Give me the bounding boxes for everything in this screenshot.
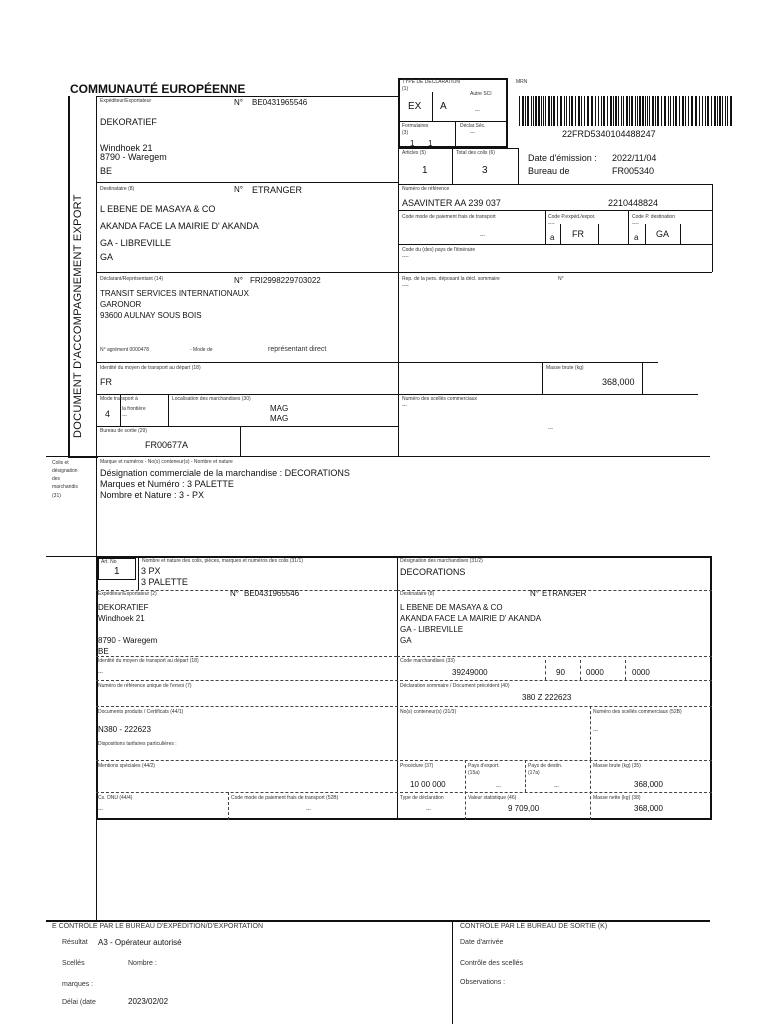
frontiere-value: ---: [122, 413, 127, 419]
expediteur-address-2: 8790 - Waregem: [100, 152, 167, 162]
itineraire-dash: ----: [402, 254, 409, 260]
barcode-bar: [717, 96, 718, 126]
code-march-1: 39249000: [452, 668, 488, 677]
rep-pers-dash: ----: [402, 283, 409, 289]
total-colis-value: 3: [482, 165, 488, 176]
localisation-label: Localisation des marchandises (30): [172, 396, 251, 402]
nombre-colis-label: Nombre et nature des colis, pièces, marques et numéros des colis (31/1): [142, 558, 303, 564]
barcode-bar: [649, 96, 650, 126]
colis-nombre: Nombre et Nature : 3 - PX: [100, 490, 205, 500]
scelles-commerciaux-label: Numéro des scellés commerciaux: [402, 396, 478, 402]
barcode-bar: [623, 96, 624, 126]
observations-label: Observations :: [460, 979, 506, 986]
declarant-label: Déclarant/Représentant (14): [100, 276, 164, 282]
mode-transport-label: Mode transport à: [100, 396, 138, 402]
art-dest-label: Destinataire (8): [400, 591, 435, 597]
code-dest-label: Code P. destination: [632, 214, 675, 220]
code-march-2: 90: [556, 668, 565, 677]
pays-dest-label: Pays de destin.: [528, 763, 563, 769]
art-exp-label: Expéditeur/Exportateur (2): [98, 591, 157, 597]
declarant-number: FRI2998229703022: [250, 276, 321, 285]
art-exp-addr-1: Windhoek 21: [98, 614, 145, 623]
mode-rep-label: - Mode de: [190, 347, 213, 353]
masse-value: 368,000: [602, 377, 635, 387]
docs-value: N380 - 222623: [98, 725, 151, 734]
rep-pers-no: N°: [558, 276, 564, 282]
art-dest-country: GA: [400, 636, 412, 645]
bureau-sortie-value: FR00677A: [145, 440, 189, 450]
mode-paiement-value: ---: [306, 807, 311, 813]
barcode-bar: [645, 96, 646, 126]
scelles-commerciaux-value: ---: [548, 426, 553, 432]
colis-label: Marque et numéros - No(s) conteneur(s) - Nombre et nature: [100, 459, 233, 465]
marques-label: marques :: [62, 981, 94, 988]
art-dest-addr-2: GA - LIBREVILLE: [400, 625, 464, 634]
masse-brute-value: 368,000: [634, 780, 663, 789]
barcode-bar: [691, 96, 693, 126]
formulaires-label: Formulaires: [402, 123, 429, 129]
expediteur-name: DEKORATIEF: [100, 117, 157, 127]
barcode-bar: [639, 96, 641, 126]
expediteur-label: Expéditeur/Exportateur: [100, 98, 152, 104]
barcode-bar: [702, 96, 703, 126]
destinataire-country: GA: [100, 252, 114, 262]
art-exp-number: BE0431965546: [244, 589, 300, 598]
localisation-2: MAG: [270, 414, 289, 423]
barcode-bar: [553, 96, 555, 126]
code-march-4: 0000: [632, 668, 650, 677]
barcode-bar: [688, 96, 689, 126]
scelles-label: Scellés: [62, 960, 85, 967]
code-dest-dash: ----: [632, 221, 639, 227]
identite-value: FR: [100, 377, 112, 387]
expediteur-country: BE: [100, 166, 113, 176]
declarant-no-label: N°: [234, 276, 243, 285]
barcode-bar: [626, 96, 628, 126]
colis-side-3: des: [52, 476, 61, 482]
barcode-bar: [519, 96, 520, 126]
destinataire-no-label: N°: [234, 185, 243, 194]
art-value: 1: [114, 566, 120, 577]
art-dest-addr-1: AKANDA FACE LA MAIRIE D' AKANDA: [400, 614, 542, 623]
barcode-bar: [578, 96, 580, 126]
barcode-bar: [584, 96, 585, 126]
code-march-label: Code marchandises (33): [400, 658, 455, 664]
mrn-value: 22FRD5340104488247: [562, 129, 656, 139]
articles-value: 1: [422, 165, 428, 176]
code-march-3: 0000: [586, 668, 604, 677]
nombre-label: Nombre :: [128, 960, 157, 967]
colis-side-1: Colis et: [52, 460, 69, 466]
barcode-bar: [543, 96, 544, 126]
resultat-label: Résultat: [62, 939, 88, 946]
scelles-commerciaux-dash: ---: [402, 403, 407, 409]
mode-transport-value: 4: [105, 409, 111, 419]
type-code-1: EX: [408, 101, 422, 112]
colis-side-2: désignation: [52, 468, 78, 474]
resultat-value: A3 - Opérateur autorisé: [98, 938, 182, 947]
frontiere-label: la frontière: [122, 406, 146, 412]
art-dest-number: ETRANGER: [542, 589, 587, 598]
designation-value: DECORATIONS: [400, 567, 466, 577]
barcode-bar: [621, 96, 622, 126]
barcode-bar: [548, 96, 550, 126]
code-dest-value: GA: [656, 229, 670, 239]
controle-scelles-label: Contrôle des scellés: [460, 960, 524, 967]
controle-right-title: CONTRÔLE PAR LE BUREAU DE SORTIE (K): [460, 923, 608, 930]
barcode-bar: [566, 96, 567, 126]
art-exp-country: BE: [98, 647, 109, 656]
barcode-bar: [564, 96, 565, 126]
date-emission-value: 2022/11/04: [612, 153, 657, 163]
barcode-bar: [613, 96, 614, 126]
decl-somm-value: 380 Z 222623: [522, 693, 572, 702]
colis-1: 3 PX: [141, 566, 161, 576]
barcode-bar: [655, 96, 656, 126]
barcode-bar: [664, 96, 666, 126]
document-title: COMMUNAUTÉ EUROPÉENNE: [70, 82, 246, 96]
barcode-bar: [675, 96, 677, 126]
date-emission-label: Date d'émission :: [528, 153, 597, 163]
barcode-bar: [647, 96, 648, 126]
barcode-bar: [571, 96, 573, 126]
barcode-bar: [673, 96, 674, 126]
cs-onu-label: Cs. ONU (44/4): [98, 795, 133, 801]
type-code-2: A: [440, 101, 447, 112]
barcode-bar: [714, 96, 716, 126]
art-label: Art. No: [101, 559, 117, 565]
designation-label: Désignation des marchandises (31/2): [400, 558, 483, 564]
valeur-label: Valeur statistique (46): [468, 795, 517, 801]
pays-dest-num: (17a): [528, 770, 540, 776]
barcode-bar: [679, 96, 680, 126]
barcode-bar: [522, 96, 524, 126]
art-type-decl-value: ---: [426, 807, 431, 813]
formulaires-value-1: 1: [410, 139, 415, 148]
controle-left-title: E CONTRÔLE PAR LE BUREAU D'EXPÉDITION/D'EXPORTATION: [52, 923, 264, 930]
declarant-address-1: GARONOR: [100, 300, 142, 309]
side-title: DOCUMENT D'ACCOMPAGNEMENT EXPORT: [72, 194, 84, 438]
barcode-bar: [631, 96, 633, 126]
barcode-bar: [591, 96, 593, 126]
mode-paiement-label: Code mode de paiement frais de transport (52B): [231, 795, 339, 801]
barcode-bar: [535, 96, 537, 126]
formulaires-value-2: 1: [428, 139, 433, 148]
ref-unique-label: Numéro de référence unique de l'envoi (7): [98, 683, 192, 689]
code-exped-value: FR: [572, 229, 584, 239]
barcode-bar: [569, 96, 570, 126]
expediteur-number: BE0431965546: [252, 98, 308, 107]
total-colis-label: Total des colis (6): [456, 150, 495, 156]
pays-export-num: (15a): [468, 770, 480, 776]
paiement-mode-label: Code mode de paiement frais de transport: [402, 214, 496, 220]
art-identite-value: ---: [98, 670, 103, 676]
type-decl-num: (1): [402, 86, 409, 92]
pays-dest-value: ---: [554, 784, 559, 790]
art-exp-no-label: N°: [230, 589, 239, 598]
destinataire-address-2: GA - LIBREVILLE: [100, 238, 172, 248]
barcode-bar: [695, 96, 697, 126]
art-exp-addr-2: 8790 - Waregem: [98, 636, 158, 645]
barcode-bar: [527, 96, 529, 126]
barcode-bar: [722, 96, 723, 126]
barcode-bar: [557, 96, 558, 126]
mrn-label: MRN: [516, 79, 528, 85]
declar-sec-value: ---: [470, 130, 475, 136]
destinataire-name: L EBENE DE MASAYA & CO: [100, 204, 216, 214]
barcode-bar: [551, 96, 552, 126]
agrement: N° agrément 0000478: [100, 347, 149, 353]
valeur-value: 9 709,00: [508, 804, 540, 813]
rep-pers-label: Rep. de la pers. déposant la décl. sommaire: [402, 276, 500, 282]
destinataire-number: ETRANGER: [252, 185, 303, 195]
decl-somm-label: Déclaration sommaire / Document précédent (40): [400, 683, 510, 689]
art-scelles-label: Numéro des scellés commerciaux (52B): [593, 709, 682, 715]
declarant-address-2: 93600 AULNAY SOUS BOIS: [100, 311, 202, 320]
expediteur-address-1: Windhoek 21: [100, 143, 153, 153]
barcode-bar: [545, 96, 546, 126]
barcode-bar: [707, 96, 709, 126]
barcode-bar: [657, 96, 659, 126]
art-dest-name: L EBENE DE MASAYA & CO: [400, 603, 503, 612]
mode-rep-value: représentant direct: [268, 346, 327, 353]
destinataire-address-1: AKANDA FACE LA MAIRIE D' AKANDA: [100, 221, 259, 231]
dispositions-label: Dispositions tarifaires particulières :: [98, 741, 177, 747]
art-scelles-value: ---: [593, 728, 598, 734]
barcode-bar: [685, 96, 686, 126]
paiement-mode-value: ---: [480, 233, 485, 239]
procedure-label: Procédure (37): [400, 763, 434, 769]
barcode-bar: [560, 96, 562, 126]
colis-2: 3 PALETTE: [141, 577, 188, 587]
barcode-bar: [730, 96, 732, 126]
barcode-bar: [575, 96, 576, 126]
barcode-bar: [699, 96, 700, 126]
delai-value: 2023/02/02: [128, 997, 169, 1006]
barcode-bar: [670, 96, 671, 126]
barcode-bar: [635, 96, 636, 126]
barcode-bar: [610, 96, 612, 126]
expediteur-no-label: N°: [234, 98, 243, 107]
art-exp-name: DEKORATIEF: [98, 603, 149, 612]
bureau-sortie-label: Bureau de sortie (29): [100, 428, 147, 434]
art-type-decl-label: Type de déclaration: [400, 795, 444, 801]
barcode-bar: [595, 96, 596, 126]
bureau-value: FR005340: [612, 166, 655, 176]
barcode-bar: [661, 96, 662, 126]
mentions-label: Mentions spéciales (44/2): [98, 763, 155, 769]
type-decl-label: TYPE DE DÉCLARATION: [402, 79, 460, 85]
barcode-bar: [541, 96, 542, 126]
identite-label: Identité du moyen de transport au départ (18): [100, 365, 201, 371]
code-exped-label: Code P.expéd./expor.: [548, 214, 596, 220]
docs-label: Documents produits / Certificats (44/1): [98, 709, 184, 715]
art-dest-no-label: N°: [530, 589, 539, 598]
reference-value-2: 2210448824: [608, 198, 659, 208]
procedure-value: 10 00 000: [410, 780, 446, 789]
barcode-bar: [682, 96, 684, 126]
date-arrivee-label: Date d'arrivée: [460, 939, 504, 946]
colis-designation: Désignation commerciale de la marchandise : DECORATIONS: [100, 468, 350, 478]
formulaires-num: (3): [402, 130, 409, 136]
itineraire-label: Code du (des) pays de l'itinéraire: [402, 247, 476, 253]
barcode-bar: [607, 96, 608, 126]
declarant-name: TRANSIT SERVICES INTERNATIONAUX: [100, 289, 249, 298]
destinataire-label: Destinataire (8): [100, 186, 135, 192]
barcode-bar: [705, 96, 706, 126]
barcode-bar: [601, 96, 602, 126]
barcode-bar: [629, 96, 630, 126]
barcode-bar: [531, 96, 532, 126]
colis-side-4: marchandis: [52, 484, 78, 490]
barcode-bar: [618, 96, 619, 126]
barcode-bar: [615, 96, 617, 126]
masse-nette-label: Masse nette (kg) (38): [593, 795, 641, 801]
bureau-label: Bureau de: [528, 166, 570, 176]
barcode-bar: [711, 96, 712, 126]
code-exped-a: a: [550, 233, 555, 242]
masse-brute-label: Masse brute (kg) (35): [593, 763, 641, 769]
colis-marques: Marques et Numéro : 3 PALETTE: [100, 479, 234, 489]
barcode-bar: [725, 96, 726, 126]
barcode-bar: [538, 96, 540, 126]
masse-nette-value: 368,000: [634, 804, 663, 813]
barcode-bar: [533, 96, 534, 126]
autre-sci-label: Autre SCI: [470, 91, 492, 97]
delai-label: Délai (date: [62, 999, 96, 1006]
barcode-bar: [652, 96, 654, 126]
barcode-bar: [727, 96, 728, 126]
reference-value-1: ASAVINTER AA 239 037: [402, 198, 501, 208]
barcode-bar: [581, 96, 582, 126]
code-exped-dash: ----: [548, 221, 555, 227]
pays-export-label: Pays d'export.: [468, 763, 500, 769]
cs-onu-value: ---: [98, 807, 103, 813]
autre-sci-value: ---: [475, 108, 480, 114]
conteneurs-label: No(s) conteneur(s) (31/3): [400, 709, 457, 715]
declar-sec-label: Déclar.Séc.: [460, 123, 486, 129]
barcode-bar: [598, 96, 599, 126]
code-dest-a: a: [634, 233, 639, 242]
barcode-bar: [637, 96, 638, 126]
masse-label: Masse brute (kg): [546, 365, 584, 371]
mrn-barcode: [519, 96, 735, 126]
barcode-bar: [587, 96, 589, 126]
colis-side-5: (31): [52, 493, 61, 499]
barcode-bar: [525, 96, 526, 126]
reference-label: Numéro de référence: [402, 186, 450, 192]
art-identite-label: Identité du moyen de transport au départ (18): [98, 658, 199, 664]
barcode-bar: [642, 96, 644, 126]
localisation-1: MAG: [270, 404, 289, 413]
articles-label: Articles (5): [402, 150, 426, 156]
barcode-bar: [668, 96, 669, 126]
pays-export-value: ---: [496, 784, 501, 790]
barcode-bar: [603, 96, 605, 126]
barcode-bar: [719, 96, 721, 126]
